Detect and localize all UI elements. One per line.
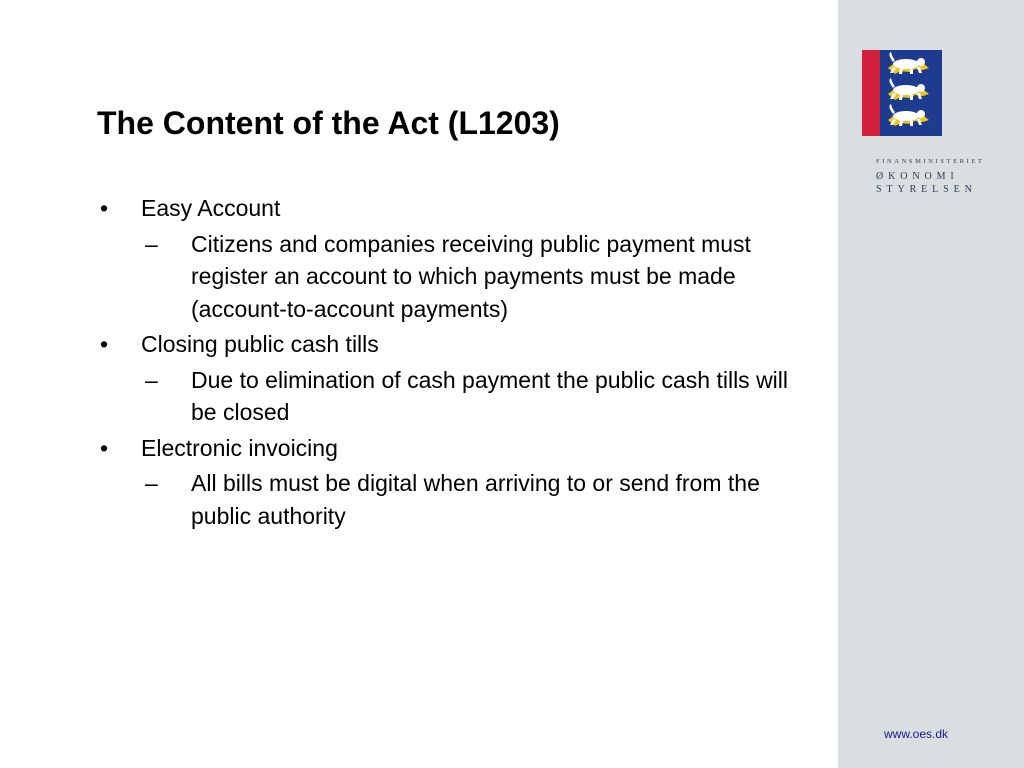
dash-icon: – (145, 366, 158, 393)
sub-bullet-text: Due to elimination of cash payment the public cash tills will be closed (191, 366, 789, 425)
bullet-text: Electronic invoicing (141, 434, 338, 461)
org-name (876, 158, 996, 196)
bullet-text: Closing public cash tills (141, 331, 379, 357)
dash-icon: – (145, 230, 158, 257)
sub-bullet-text: Citizens and companies receiving public payment must register an account to which payments must be made (account-to-account payments) (191, 230, 751, 322)
org-name-line-2: ØKONOMI (876, 171, 959, 182)
org-name-line-3: STYRELSEN (876, 184, 977, 195)
bullet-text: Easy Account (141, 195, 281, 221)
sub-bullet-item (97, 228, 817, 326)
sub-bullet-item (97, 364, 817, 429)
coat-of-arms-icon (862, 50, 942, 136)
bullet-icon: • (100, 434, 109, 461)
org-name-line-1: FINANSMINISTERIET (876, 158, 985, 165)
dash-icon: – (145, 470, 158, 496)
bullet-icon: • (100, 331, 109, 357)
slide-content (97, 192, 817, 535)
sub-bullet-text: All bills must be digital when arriving to or send from the public authority (191, 470, 760, 529)
sub-bullet-item (97, 467, 817, 532)
slide-title: The Content of the Act (L1203) (97, 105, 560, 141)
website-link[interactable]: www.oes.dk (884, 727, 949, 741)
bullet-item (97, 328, 817, 361)
bullet-item (97, 432, 817, 465)
bullet-icon: • (100, 195, 109, 221)
bullet-item (97, 192, 817, 225)
